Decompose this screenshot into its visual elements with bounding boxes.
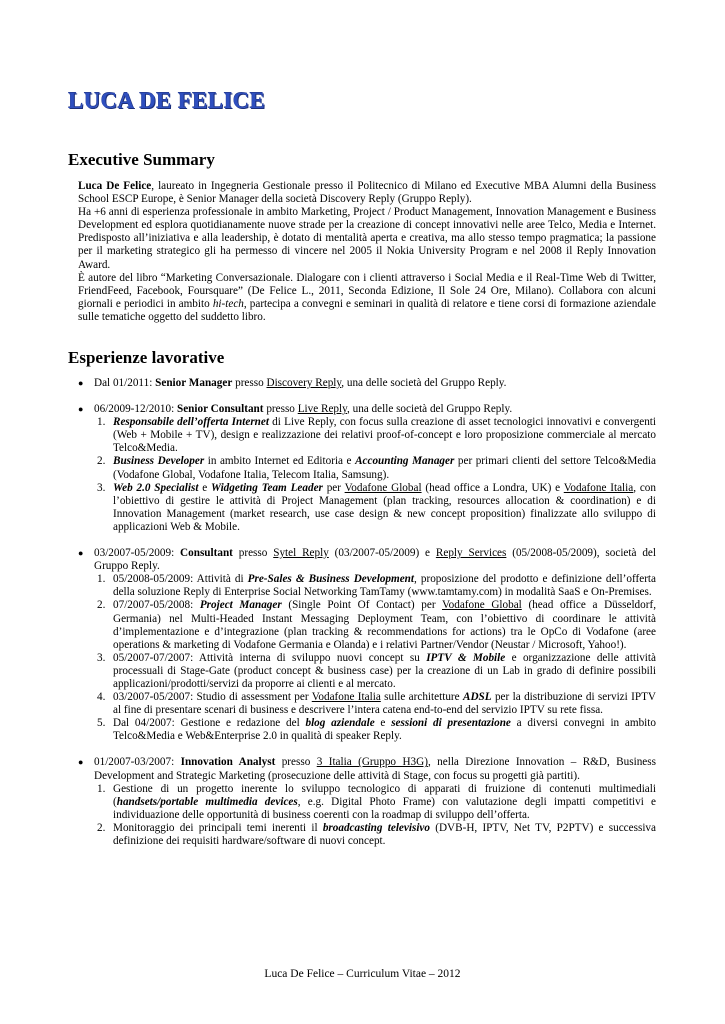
text-run: hi-tech: [212, 297, 244, 310]
text-run: Innovation Analyst: [180, 756, 276, 769]
task-item: [94, 717, 656, 743]
text-run: , proposizione del prodotto e definizione dell’offerta della soluzione Reply di Enterprise Social Networking TamTamy (www.tamtamy.com) in modalità SaaS e On-Premises.: [113, 573, 656, 599]
bullet-icon: ●: [78, 548, 84, 559]
text-run: Dal 04/2007: Gestione e redazione del: [113, 717, 306, 730]
summary-paragraph: [78, 272, 656, 324]
job-title-line: [94, 377, 656, 390]
bullet-icon: ●: [78, 378, 84, 388]
text-run: di Live Reply, con focus sulla creazione di asset tecnologici innovativi e convergenti (Web + Mobile + TV), design e realizzazione dei relativi proof-of-concept e loro proposizione commerciale al mercato Telco&Media.: [113, 416, 657, 455]
text-run: , una delle società del Gruppo Reply.: [347, 403, 513, 416]
text-run: Consultant: [180, 547, 233, 560]
task-number: 1.: [97, 416, 106, 429]
job-item: [78, 756, 656, 848]
task-item: [94, 416, 656, 455]
task-item: [94, 482, 656, 534]
company-name: Sytel Reply: [273, 547, 329, 560]
text-run: sessioni di presentazione: [391, 717, 511, 730]
text-run: blog aziendale: [305, 717, 375, 730]
candidate-name: LUCA DE FELICE: [68, 88, 266, 113]
company-name: Vodafone Italia: [311, 691, 381, 704]
text-run: Project Manager: [199, 599, 282, 612]
text-run: e: [374, 717, 392, 730]
text-run: , con l’obiettivo di gestire le attività di Project Management (plan tracking, resources allocation & coordination) e di Innovation Management (market research, use case design & new concept proposition) finalizzate allo sviluppo di applicazioni Web & Mobile.: [113, 481, 656, 533]
text-run: (03/2007-05/2009) e: [328, 547, 436, 560]
text-run: 03/2007-05/2009:: [94, 547, 181, 560]
text-run: (head office a Düsseldorf, Germania) nel Multi-Headed Instant Messaging Deployment Team, con l’obiettivo di coordinare le attività d’implementazione e d’integrazione (plan tracking & recommendations for actions) tra le OpCo di Vodafone (aree operations & marketing di Vodafone Germania e Olanda) e i relativi Partner/Vendor (Neustar / Microsoft, Yahoo!).: [113, 599, 656, 651]
text-run: broadcasting televisivo: [322, 821, 430, 834]
text-run: Accounting Manager: [355, 455, 455, 468]
text-run: , una delle società del Gruppo Reply.: [341, 377, 507, 389]
task-list: [94, 573, 656, 743]
job-title-line: [94, 756, 656, 782]
job-item: [78, 377, 656, 390]
company-name: Vodafone Global: [344, 481, 422, 494]
page-footer: Luca De Felice – Curriculum Vitae – 2012: [264, 968, 461, 980]
text-run: e organizzazione delle attività processuali di Stage-Gate (product concept & business case) per la creazione di un Lab in grado di definire possibili applicazioni/prodotti/servizi da proporre ai clienti e al mercato.: [113, 651, 656, 690]
text-run: per primari clienti del settore Telco&Media (Vodafone Global, Vodafone Italia, Telecom Italia, Samsung).: [113, 455, 656, 481]
text-run: 03/2007-05/2007: Studio di assessment per: [113, 691, 312, 704]
text-run: sulle architetture: [380, 691, 463, 704]
text-run: IPTV & Mobile: [426, 651, 506, 664]
text-run: handsets/portable multimedia devices: [116, 795, 298, 808]
task-item: [94, 599, 656, 651]
work-experience-heading: Esperienze lavorative: [68, 348, 225, 367]
text-run: presso: [232, 377, 267, 389]
task-number: 1.: [97, 573, 106, 586]
text-run: Luca De Felice: [78, 180, 152, 192]
text-run: presso: [275, 756, 317, 769]
text-run: (Single Point Of Contact) per: [281, 599, 442, 612]
text-run: 05/2008-05/2009: Attività di: [113, 573, 248, 586]
task-item: [94, 573, 656, 599]
task-item: [94, 455, 656, 481]
text-run: Web 2.0 Specialist: [113, 481, 199, 494]
company-name: Vodafone Global: [442, 599, 522, 612]
text-run: È autore del libro “Marketing Conversazionale. Dialogare con i clienti attraverso i Social Media e il Real-Time Web di Twitter, FriendFeed, Facebook, Foursquare” (De Felice L., 2011, Seconda Edizione, Il Sole 24 Ore, Milano). Collabora con alcuni giornali e periodici in ambito: [78, 271, 656, 310]
text-run: , e.g. Digital Photo Frame) con valutazione degli impatti competitivi e individuazione delle opportunità di business coerenti con la roadmap di sviluppo dell’offerta.: [113, 795, 657, 821]
text-run: Monitoraggio dei principali temi inerenti il: [113, 821, 323, 834]
text-run: presso: [232, 547, 274, 560]
text-run: per la distribuzione di servizi IPTV al fine di presentare scenari di business e descrivere l’intera catena end-to-end del servizio IPTV su rete fissa.: [113, 691, 656, 717]
text-run: , partecipa a convegni e seminari in qualità di relatore e tiene corsi di formazione aziendale sulle tematiche oggetto del suddetto libro.: [78, 297, 656, 323]
text-run: Responsabile dell’offerta Internet: [113, 416, 269, 429]
text-run: , laureato in Ingegneria Gestionale presso il Politecnico di Milano ed Executive MBA Alumni della Business School ESCP Europe, è Senior Manager della società Discovery Reply (Gruppo Reply).: [78, 180, 656, 206]
job-title-line: [94, 547, 656, 573]
task-list: [94, 416, 656, 534]
text-run: Pre-Sales & Business Development: [247, 573, 415, 586]
executive-summary-heading: Executive Summary: [68, 150, 215, 169]
text-run: Senior Manager: [155, 377, 233, 389]
company-name: 3 Italia (Gruppo H3G): [316, 756, 428, 769]
text-run: a diversi convegni in ambito Telco&Media e Web&Enterprise 2.0 in qualità di speaker Reply.: [113, 717, 656, 743]
task-number: 5.: [97, 717, 106, 730]
job-item: [78, 403, 656, 534]
task-item: [94, 783, 656, 822]
work-experience-list: [78, 377, 656, 861]
text-run: 01/2007-03/2007:: [94, 756, 181, 769]
company-name: Live Reply: [297, 403, 347, 416]
text-run: e: [198, 481, 212, 494]
task-number: 3.: [97, 651, 106, 664]
task-item: [94, 822, 656, 848]
text-run: Gestione di un progetto inerente lo sviluppo tecnologico di apparati di fruizione di contenuti multimediali (: [113, 782, 656, 808]
bullet-icon: ●: [78, 757, 84, 768]
task-number: 3.: [97, 481, 106, 494]
task-list: [94, 783, 656, 848]
text-run: (05/2008-05/2009), società del Gruppo Reply.: [94, 547, 657, 573]
task-item: [94, 691, 656, 717]
bullet-icon: ●: [78, 404, 84, 415]
text-run: in ambito Internet ed Editoria e: [204, 455, 356, 468]
text-run: ADSL: [462, 691, 492, 704]
text-run: Business Developer: [113, 455, 205, 468]
text-run: Dal 01/2011:: [94, 377, 156, 389]
text-run: , nella Direzione Innovation – R&D, Business Development and Strategic Marketing (prosecuzione delle attività di Stage, con focus su progetti già partiti).: [94, 756, 656, 782]
company-name: Vodafone Italia: [563, 481, 634, 494]
company-name: Reply Services: [435, 547, 507, 560]
summary-paragraph: [78, 206, 656, 271]
task-number: 2.: [97, 455, 106, 468]
text-run: Widgeting Team Leader: [211, 481, 323, 494]
text-run: Ha +6 anni di esperienza professionale in ambito Marketing, Project / Product Management, Innovation Management e Business Development ed esplora quotidianamente nuove strade per la creazione di concept innovativi nelle aree Telco, Media e Internet. Predisposto all’iniziativa e alla leadership, è dotato di mentalità aperta e creativa, ma allo stesso tempo pragmatica; la passione per il marketing strategico gli ha permesso di vincere nel 2005 il Nokia University Program e nel 2008 il Reply Innovation Award.: [78, 206, 656, 271]
job-item: [78, 547, 656, 743]
task-number: 4.: [97, 691, 106, 704]
text-run: 05/2007-07/2007: Attività interna di sviluppo nuovi concept su: [113, 651, 427, 664]
task-number: 2.: [97, 599, 106, 612]
executive-summary-text: [78, 180, 656, 324]
text-run: (head office a Londra, UK) e: [421, 481, 564, 494]
task-item: [94, 652, 656, 691]
text-run: Senior Consultant: [176, 403, 264, 416]
text-run: (DVB-H, IPTV, Net TV, P2PTV) e successiva definizione dei requisiti hardware/software di nuovi concept.: [113, 821, 656, 847]
company-name: Discovery Reply: [266, 377, 342, 389]
text-run: 07/2007-05/2008:: [113, 599, 200, 612]
text-run: per: [322, 481, 345, 494]
job-title-line: [94, 403, 656, 416]
task-number: 2.: [97, 821, 106, 834]
text-run: 06/2009-12/2010:: [94, 403, 177, 416]
text-run: presso: [263, 403, 298, 416]
task-number: 1.: [97, 782, 106, 795]
summary-paragraph: [78, 180, 656, 206]
